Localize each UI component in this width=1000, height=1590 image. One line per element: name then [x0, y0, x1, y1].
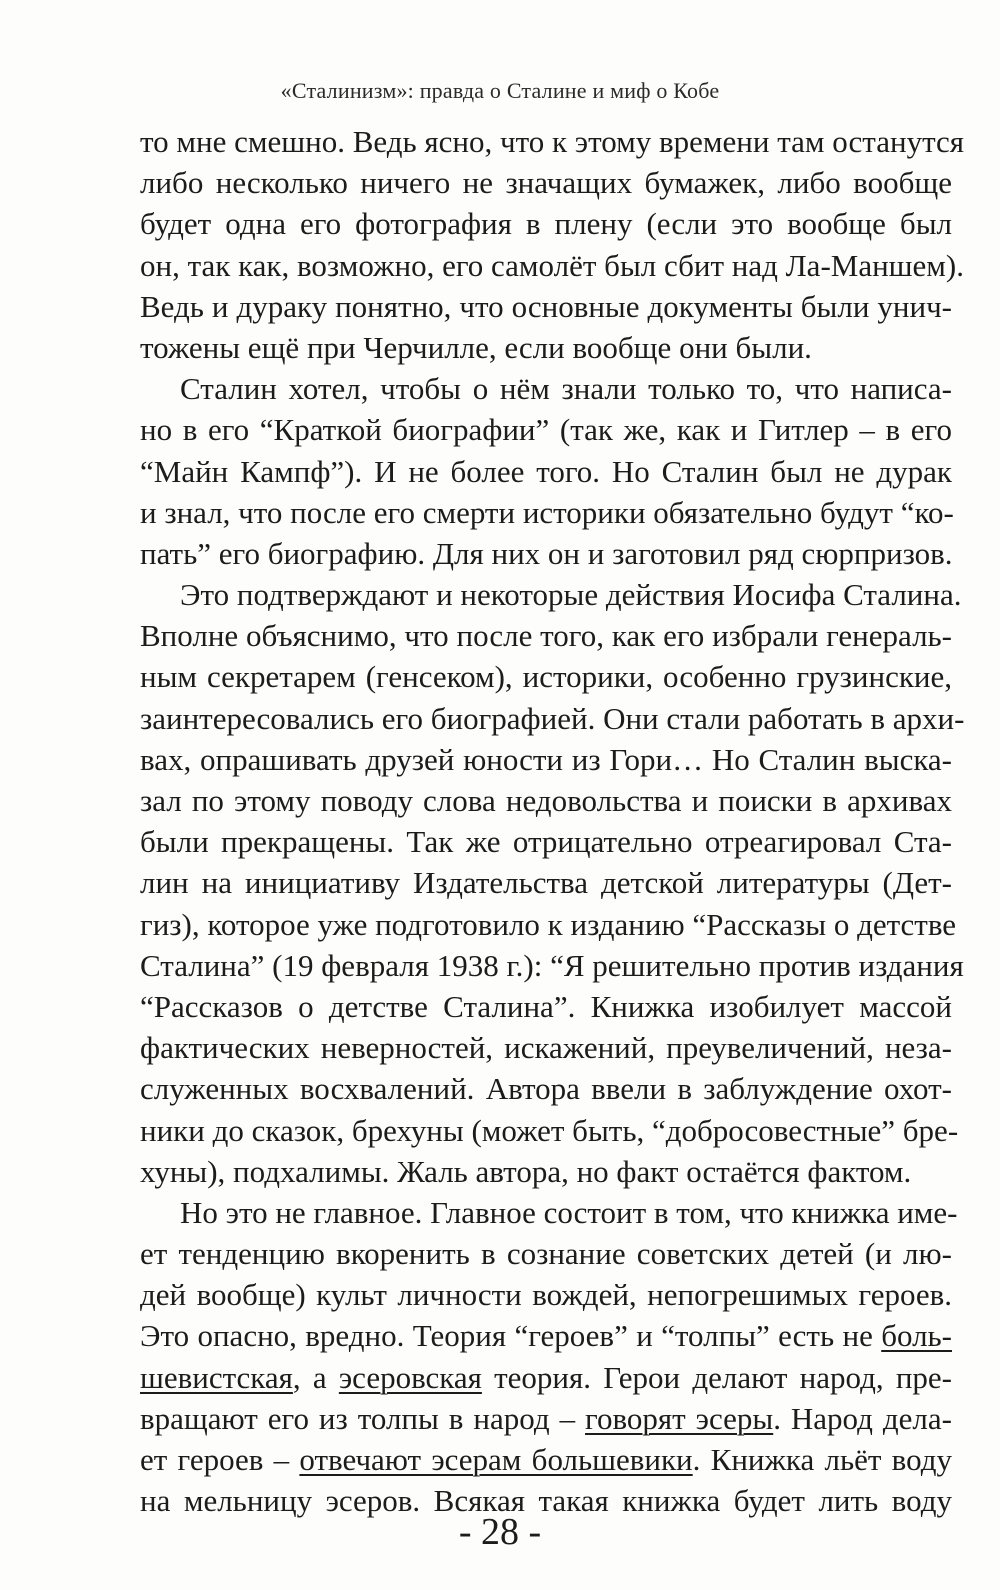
text-line: Это подтверждают и некоторые действия Иосифа Сталина.	[180, 577, 962, 613]
text-line: хуны), подхалимы. Жаль автора, но факт остаётся фактом.	[140, 1153, 912, 1189]
text-line: Сталина” (19 февраля 1938 г.): “Я решительно против издания	[140, 947, 964, 983]
text-line: ет тенденцию вкоренить в сознание советских детей (и лю-	[140, 1236, 952, 1272]
text-line: ники до сказок, брехуны (может быть, “добросовестные” бре-	[140, 1112, 959, 1148]
text-line: пать” его биографию. Для них он и заготовил ряд сюрпризов.	[140, 535, 953, 571]
text-line: Ведь и дураку понятно, что основные документы были унич-	[140, 288, 952, 324]
text-line: будет одна его фотография в плену (если это вообще был	[140, 206, 952, 242]
text-line: гиз), которое уже подготовило к изданию “Рассказы о детстве	[140, 906, 957, 942]
underlined-phrase: эсеровская	[338, 1359, 482, 1395]
running-header: «Сталинизм»: правда о Сталине и миф о Кобе	[280, 78, 720, 103]
body-text	[140, 121, 965, 1521]
page-number: - 28 -	[458, 1511, 542, 1553]
text-fragment: . Народ дела-	[773, 1400, 952, 1436]
underlined-phrase: шевистская	[140, 1359, 293, 1395]
text-line: то мне смешно. Ведь ясно, что к этому времени там останутся	[140, 124, 965, 159]
text-line: дей вообще) культ личности вождей, непогрешимых героев.	[140, 1277, 952, 1313]
text-line: либо несколько ничего не значащих бумажек, либо вообще	[140, 165, 952, 201]
text-line: были прекращены. Так же отрицательно отреагировал Ста-	[140, 824, 952, 860]
paragraph-3	[140, 574, 965, 1192]
text-line: лин на инициативу Издательства детской литературы (Дет-	[140, 865, 952, 901]
text-fragment: ет героев –	[140, 1442, 300, 1477]
underlined-phrase: отвечают эсерам большевики	[299, 1442, 693, 1477]
text-line: “Рассказов о детстве Сталина”. Книжка изобилует массой	[140, 988, 952, 1024]
text-fragment: Это опасно, вредно. Теория “героев” и “толпы” есть не	[140, 1318, 882, 1354]
text-line: Сталин хотел, чтобы о нём знали только то, что написа-	[180, 371, 952, 407]
text-line: на мельницу эсеров. Всякая такая книжка будет лить воду	[140, 1483, 952, 1519]
text-line: он, так как, возможно, его самолёт был сбит над Ла-Маншем).	[140, 247, 964, 283]
text-line	[140, 1315, 952, 1356]
text-fragment: . Книжка льёт воду	[692, 1442, 952, 1477]
underlined-phrase: боль-	[881, 1318, 952, 1354]
text-fragment: теория. Герои делают народ, пре-	[481, 1359, 953, 1395]
text-line: служенных восхвалений. Автора ввели в заблуждение охот-	[140, 1071, 952, 1107]
text-line: ным секретарем (генсеком), историки, особенно грузинские,	[140, 659, 952, 695]
text-line: и знал, что после его смерти историки обязательно будут “ко-	[140, 494, 954, 530]
text-fragment: , а	[292, 1359, 339, 1395]
text-line: фактических неверностей, искажений, преувеличений, неза-	[140, 1030, 952, 1066]
text-line: Но это не главное. Главное состоит в том, что книжка име-	[180, 1194, 958, 1230]
text-line: заинтересовались его биографией. Они стали работать в архи-	[140, 700, 965, 736]
text-line: тожены ещё при Черчилле, если вообще они были.	[140, 329, 812, 365]
text-line: “Майн Кампф”). И не более того. Но Сталин был не дурак	[140, 453, 952, 489]
text-line	[140, 1398, 952, 1439]
underlined-phrase: говорят эсеры	[585, 1400, 774, 1436]
text-line: Вполне объяснимо, что после того, как его избрали генераль-	[140, 618, 952, 654]
paragraph-4	[140, 1192, 958, 1522]
text-line: вах, опрашивать друзей юности из Гори… Но Сталин выска-	[140, 741, 952, 777]
paragraph-2	[140, 368, 952, 574]
text-line	[140, 1439, 952, 1480]
text-line: зал по этому поводу слова недовольства и поиски в архивах	[140, 783, 952, 818]
text-fragment: вращают его из толпы в народ –	[140, 1400, 586, 1436]
text-line: но в его “Краткой биографии” (так же, как и Гитлер – в его	[140, 412, 952, 448]
paragraph-1	[140, 121, 965, 368]
text-line	[140, 1357, 952, 1398]
